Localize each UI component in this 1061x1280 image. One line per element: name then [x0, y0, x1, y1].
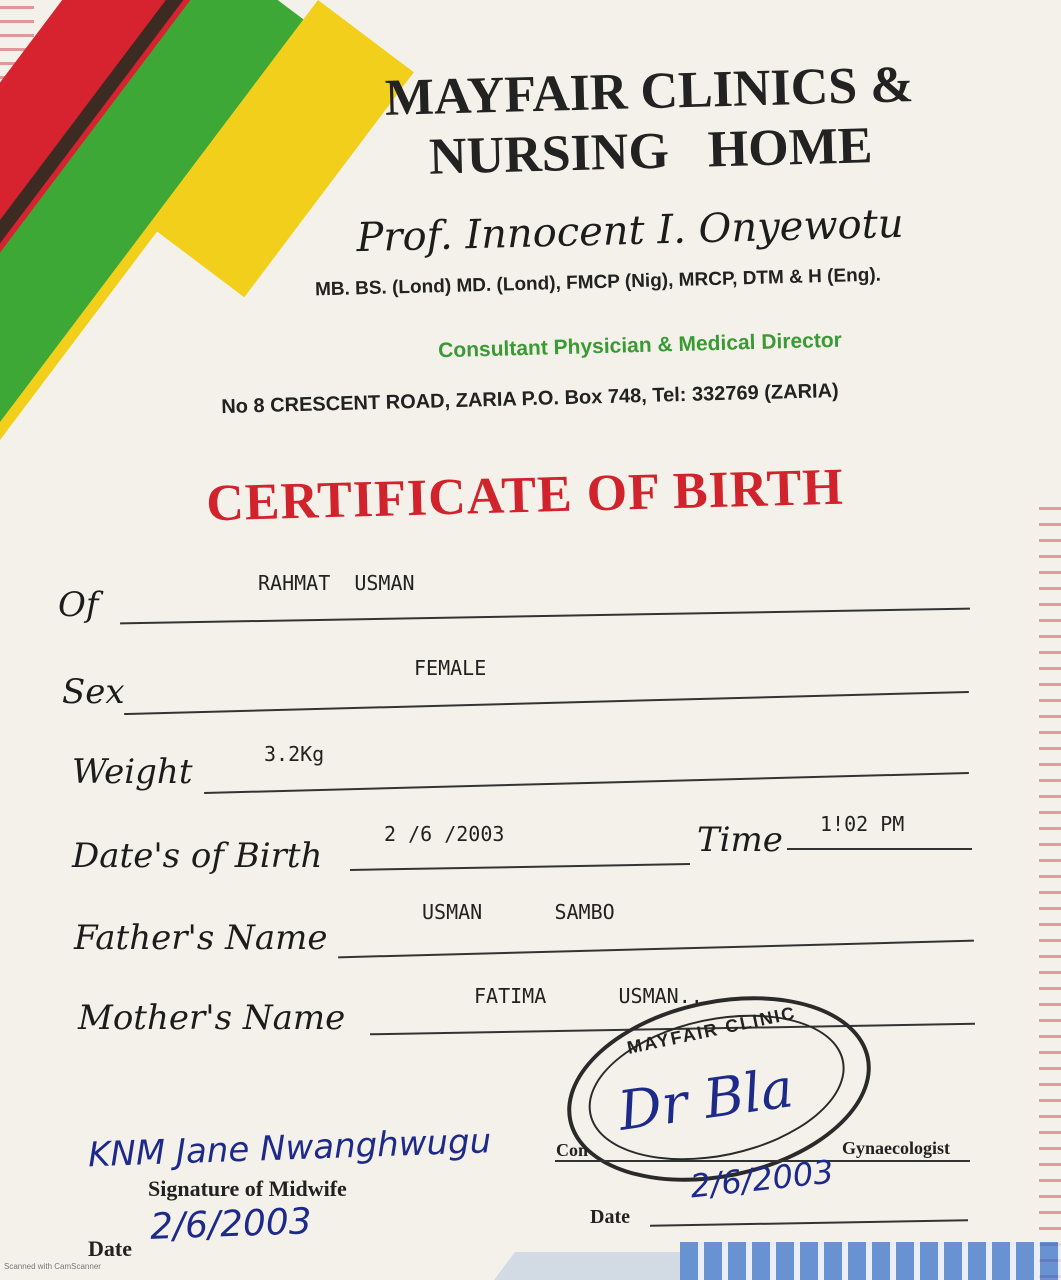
clinic-stamp-text: MAYFAIR CLINIC	[625, 1002, 798, 1058]
director-name: Prof. Innocent I. Onyewotu	[355, 200, 905, 262]
clinic-address: No 8 CRESCENT ROAD, ZARIA P.O. Box 748, Tel: 332769 (ZARIA)	[221, 379, 839, 419]
director-role: Consultant Physician & Medical Director	[437, 328, 843, 363]
field-father-line	[338, 940, 974, 959]
field-time-value: 1!02 PM	[820, 812, 905, 836]
field-father	[74, 900, 974, 958]
field-sex-line	[124, 691, 969, 715]
doctor-date-line	[650, 1219, 968, 1227]
director-qualifications: MB. BS. (Lond) MD. (Lond), FMCP (Nig), MRCP, DTM & H (Eng).	[314, 264, 882, 301]
doctor-date-label: Date	[590, 1206, 630, 1228]
field-date-of-birth-label: Date's of Birth	[72, 836, 323, 876]
field-date-of-birth-value: 2 /6 /2003	[384, 822, 505, 846]
field-of-value: RAHMAT USMAN	[258, 571, 415, 595]
clinic-title-line1: MAYFAIR CLINICS &	[384, 56, 915, 127]
field-weight-line	[204, 772, 969, 794]
field-time-label: Time	[697, 820, 783, 860]
field-of-line	[120, 608, 970, 625]
field-weight	[72, 742, 972, 792]
field-date-of-birth-line	[350, 863, 690, 871]
midwife-signature-label: Signature of Midwife	[148, 1176, 347, 1201]
midwife-signature: KNM Jane Nwanghwugu	[87, 1121, 492, 1176]
midwife-date-label: Date	[88, 1236, 132, 1261]
field-father-label: Father's Name	[74, 918, 328, 958]
consultant-label-right: Gynaecologist	[842, 1138, 950, 1158]
field-sex	[62, 656, 972, 712]
field-of-label: Of	[58, 585, 99, 625]
scanner-watermark: Scanned with CamScanner	[4, 1262, 101, 1271]
consultant-label-left: Con	[556, 1140, 589, 1160]
field-weight-value: 3.2Kg	[264, 742, 325, 766]
clinic-title-line2: NURSING HOME	[428, 117, 874, 186]
midwife-date: 2/6/2003	[149, 1201, 313, 1248]
doctor-date: 2/6/2003	[688, 1152, 836, 1206]
field-of	[58, 571, 973, 625]
field-sex-value: FEMALE	[414, 656, 487, 680]
field-time-line	[787, 848, 972, 850]
field-mother-value: FATIMA USMAN..	[474, 984, 703, 1008]
field-weight-label: Weight	[72, 752, 193, 792]
doctor-signature: Dr Bla	[614, 1056, 797, 1143]
certificate-title: CERTIFICATE OF BIRTH	[205, 458, 845, 533]
clinic-title	[299, 53, 1002, 191]
field-father-value: USMAN SAMBO	[422, 900, 615, 924]
field-mother-label: Mother's Name	[78, 998, 346, 1038]
field-sex-label: Sex	[62, 672, 125, 712]
field-date-of-birth	[72, 812, 972, 876]
